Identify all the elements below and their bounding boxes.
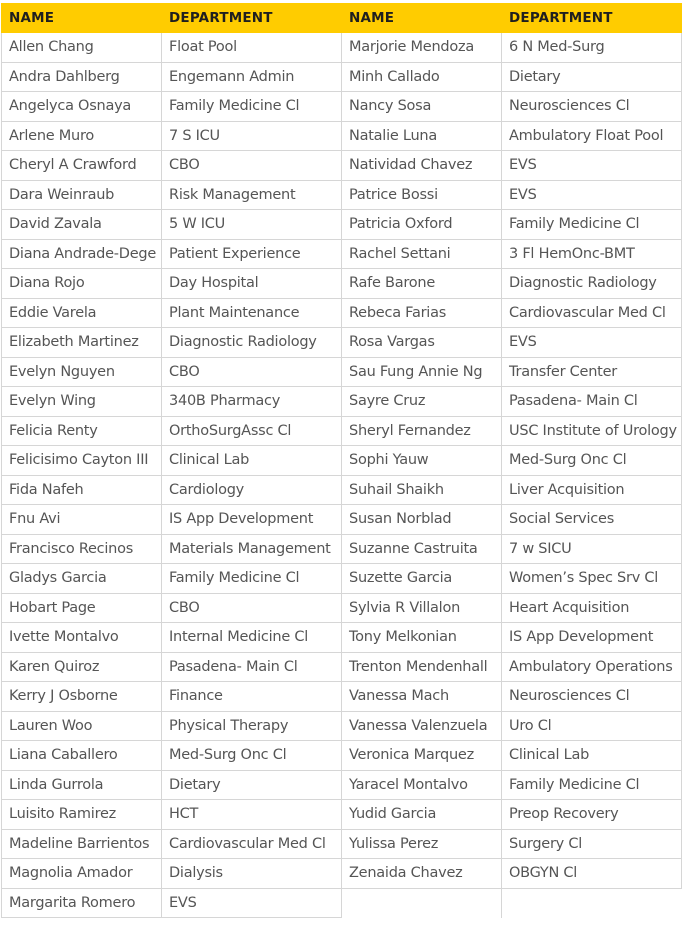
department-cell: OrthoSurgAssc Cl — [162, 416, 342, 446]
employee-name-cell: Suhail Shaikh — [342, 475, 502, 505]
table-row — [2, 770, 682, 800]
department-cell: CBO — [162, 151, 342, 181]
table-row — [2, 564, 682, 594]
employee-name-cell: Veronica Marquez — [342, 741, 502, 771]
department-cell: Dialysis — [162, 859, 342, 889]
employee-name-cell: Rebeca Farias — [342, 298, 502, 328]
department-cell: EVS — [162, 888, 342, 918]
table-row — [2, 623, 682, 653]
department-cell: Finance — [162, 682, 342, 712]
table-row — [2, 682, 682, 712]
department-cell: Cardiovascular Med Cl — [162, 829, 342, 859]
employee-name-cell: Rachel Settani — [342, 239, 502, 269]
employee-name-cell: Yudid Garcia — [342, 800, 502, 830]
department-cell: Social Services — [502, 505, 682, 535]
employee-name-cell: Rosa Vargas — [342, 328, 502, 358]
employee-name-cell: Linda Gurrola — [2, 770, 162, 800]
table-row — [2, 593, 682, 623]
employee-name-cell: Marjorie Mendoza — [342, 33, 502, 63]
table-row — [2, 888, 682, 918]
employee-name-cell: Vanessa Valenzuela — [342, 711, 502, 741]
employee-name-cell: David Zavala — [2, 210, 162, 240]
employee-name-cell: Angelyca Osnaya — [2, 92, 162, 122]
department-cell: Transfer Center — [502, 357, 682, 387]
department-cell: Clinical Lab — [162, 446, 342, 476]
employee-name-cell: Patrice Bossi — [342, 180, 502, 210]
employee-name-cell: Sylvia R Villalon — [342, 593, 502, 623]
department-cell: Family Medicine Cl — [502, 770, 682, 800]
employee-name-cell: Karen Quiroz — [2, 652, 162, 682]
table-row — [2, 416, 682, 446]
department-cell: 7 S ICU — [162, 121, 342, 151]
table-row — [2, 62, 682, 92]
employee-name-cell: Rafe Barone — [342, 269, 502, 299]
department-cell: EVS — [502, 328, 682, 358]
employee-name-cell: Zenaida Chavez — [342, 859, 502, 889]
table-row — [2, 859, 682, 889]
employee-name-cell: Vanessa Mach — [342, 682, 502, 712]
employee-name-cell: Francisco Recinos — [2, 534, 162, 564]
department-cell: Pasadena- Main Cl — [502, 387, 682, 417]
empty-cell — [342, 888, 502, 918]
employee-name-cell: Dara Weinraub — [2, 180, 162, 210]
department-cell: Physical Therapy — [162, 711, 342, 741]
employee-name-cell: Susan Norblad — [342, 505, 502, 535]
employee-name-cell: Margarita Romero — [2, 888, 162, 918]
department-cell: Dietary — [502, 62, 682, 92]
header-row — [2, 4, 682, 33]
employee-name-cell: Madeline Barrientos — [2, 829, 162, 859]
employee-name-cell: Luisito Ramirez — [2, 800, 162, 830]
department-cell: Day Hospital — [162, 269, 342, 299]
department-cell: Clinical Lab — [502, 741, 682, 771]
employee-name-cell: Ivette Montalvo — [2, 623, 162, 653]
employee-name-cell: Elizabeth Martinez — [2, 328, 162, 358]
employee-name-cell: Liana Caballero — [2, 741, 162, 771]
department-cell: HCT — [162, 800, 342, 830]
department-cell: 6 N Med-Surg — [502, 33, 682, 63]
employee-name-cell: Trenton Mendenhall — [342, 652, 502, 682]
employee-name-cell: Hobart Page — [2, 593, 162, 623]
department-cell: Ambulatory Operations — [502, 652, 682, 682]
department-cell: Float Pool — [162, 33, 342, 63]
table-row — [2, 800, 682, 830]
table-row — [2, 33, 682, 63]
department-cell: Internal Medicine Cl — [162, 623, 342, 653]
department-cell: 5 W ICU — [162, 210, 342, 240]
department-cell: Med-Surg Onc Cl — [502, 446, 682, 476]
department-cell: OBGYN Cl — [502, 859, 682, 889]
employee-name-cell: Natividad Chavez — [342, 151, 502, 181]
employee-name-cell: Evelyn Wing — [2, 387, 162, 417]
table-row — [2, 328, 682, 358]
department-cell: 340B Pharmacy — [162, 387, 342, 417]
employee-name-cell: Patricia Oxford — [342, 210, 502, 240]
table-row — [2, 151, 682, 181]
table-row — [2, 180, 682, 210]
department-cell: IS App Development — [162, 505, 342, 535]
employee-name-cell: Cheryl A Crawford — [2, 151, 162, 181]
table-row — [2, 387, 682, 417]
employee-name-cell: Gladys Garcia — [2, 564, 162, 594]
table-row — [2, 298, 682, 328]
table-row — [2, 269, 682, 299]
header-department-left: DEPARTMENT — [162, 4, 342, 33]
department-cell: Cardiovascular Med Cl — [502, 298, 682, 328]
table-row — [2, 505, 682, 535]
department-cell: Uro Cl — [502, 711, 682, 741]
employee-name-cell: Sau Fung Annie Ng — [342, 357, 502, 387]
department-cell: Neurosciences Cl — [502, 682, 682, 712]
employee-name-cell: Andra Dahlberg — [2, 62, 162, 92]
employee-name-cell: Fnu Avi — [2, 505, 162, 535]
department-cell: EVS — [502, 151, 682, 181]
department-cell: USC Institute of Urology — [502, 416, 682, 446]
department-cell: Risk Management — [162, 180, 342, 210]
employee-name-cell: Allen Chang — [2, 33, 162, 63]
department-cell: Family Medicine Cl — [162, 564, 342, 594]
table-row — [2, 446, 682, 476]
employee-name-cell: Fida Nafeh — [2, 475, 162, 505]
employee-name-cell: Natalie Luna — [342, 121, 502, 151]
department-cell: EVS — [502, 180, 682, 210]
table-row — [2, 652, 682, 682]
employee-name-cell: Sheryl Fernandez — [342, 416, 502, 446]
employee-name-cell: Nancy Sosa — [342, 92, 502, 122]
department-cell: Pasadena- Main Cl — [162, 652, 342, 682]
header-department-right: DEPARTMENT — [502, 4, 682, 33]
department-cell: 3 Fl HemOnc-BMT — [502, 239, 682, 269]
department-cell: Dietary — [162, 770, 342, 800]
department-cell: Ambulatory Float Pool — [502, 121, 682, 151]
employee-department-table — [1, 3, 682, 918]
employee-name-cell: Tony Melkonian — [342, 623, 502, 653]
department-cell: CBO — [162, 593, 342, 623]
employee-name-cell: Yulissa Perez — [342, 829, 502, 859]
empty-cell — [502, 888, 682, 918]
table-row — [2, 210, 682, 240]
department-cell: Diagnostic Radiology — [162, 328, 342, 358]
department-cell: 7 w SICU — [502, 534, 682, 564]
department-cell: Surgery Cl — [502, 829, 682, 859]
table-row — [2, 741, 682, 771]
employee-name-cell: Sophi Yauw — [342, 446, 502, 476]
table-row — [2, 829, 682, 859]
employee-name-cell: Diana Andrade-Dege — [2, 239, 162, 269]
department-cell: Diagnostic Radiology — [502, 269, 682, 299]
department-cell: Family Medicine Cl — [502, 210, 682, 240]
employee-name-cell: Yaracel Montalvo — [342, 770, 502, 800]
table-body — [2, 33, 682, 918]
department-cell: Heart Acquisition — [502, 593, 682, 623]
employee-name-cell: Minh Callado — [342, 62, 502, 92]
department-cell: Cardiology — [162, 475, 342, 505]
department-cell: IS App Development — [502, 623, 682, 653]
department-cell: Neurosciences Cl — [502, 92, 682, 122]
employee-name-cell: Sayre Cruz — [342, 387, 502, 417]
table-row — [2, 534, 682, 564]
header-name-left: NAME — [2, 4, 162, 33]
table-row — [2, 711, 682, 741]
employee-name-cell: Evelyn Nguyen — [2, 357, 162, 387]
department-cell: Liver Acquisition — [502, 475, 682, 505]
employee-name-cell: Arlene Muro — [2, 121, 162, 151]
employee-name-cell: Diana Rojo — [2, 269, 162, 299]
department-cell: Patient Experience — [162, 239, 342, 269]
employee-name-cell: Lauren Woo — [2, 711, 162, 741]
header-name-right: NAME — [342, 4, 502, 33]
table-row — [2, 357, 682, 387]
employee-name-cell: Eddie Varela — [2, 298, 162, 328]
department-cell: Materials Management — [162, 534, 342, 564]
table-row — [2, 121, 682, 151]
employee-name-cell: Suzette Garcia — [342, 564, 502, 594]
employee-name-cell: Magnolia Amador — [2, 859, 162, 889]
department-cell: Engemann Admin — [162, 62, 342, 92]
department-cell: Women’s Spec Srv Cl — [502, 564, 682, 594]
employee-name-cell: Felicia Renty — [2, 416, 162, 446]
table-row — [2, 475, 682, 505]
department-cell: CBO — [162, 357, 342, 387]
table-row — [2, 92, 682, 122]
table-row — [2, 239, 682, 269]
department-cell: Preop Recovery — [502, 800, 682, 830]
employee-name-cell: Suzanne Castruita — [342, 534, 502, 564]
department-cell: Plant Maintenance — [162, 298, 342, 328]
department-cell: Family Medicine Cl — [162, 92, 342, 122]
employee-name-cell: Felicisimo Cayton III — [2, 446, 162, 476]
employee-name-cell: Kerry J Osborne — [2, 682, 162, 712]
department-cell: Med-Surg Onc Cl — [162, 741, 342, 771]
